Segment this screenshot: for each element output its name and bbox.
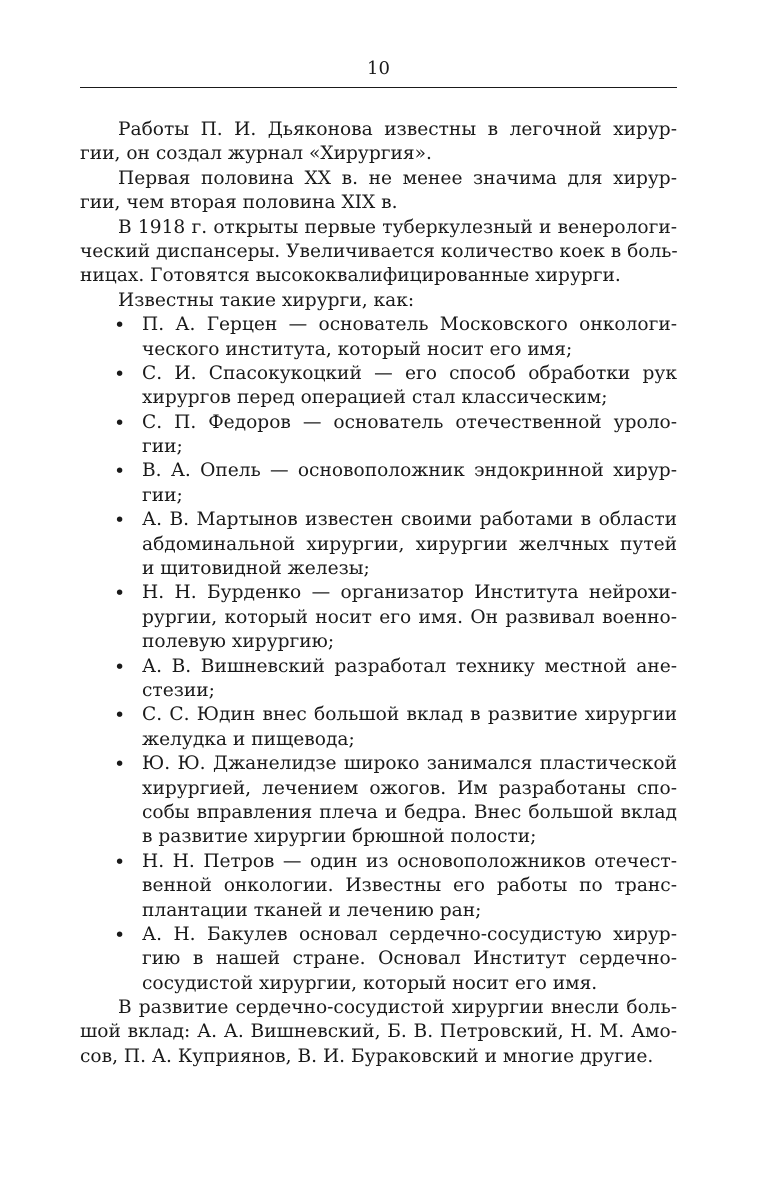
list-item-fedorov [80,411,677,460]
text-line: абдоминальной хирургии, хирургии желчных путей [142,533,677,555]
text-line: гии, он создал журнал «Хирургия». [80,143,432,165]
item-text: С. С. Юдин внес большой вклад в развитие хирургии [142,704,677,726]
text-line: гию в нашей стране. Основал Институт сердечно- [142,948,677,970]
surgeons-list [80,313,677,996]
list-item-dzhanelidze [80,752,677,850]
list-item-yudin [80,703,677,752]
paragraph-list-intro [80,289,677,313]
text-line: сов, П. А. Куприянов, В. И. Бураковский и многие другие. [80,1045,654,1067]
text-line: ческий диспансеры. Увеличивается количество коек в боль- [80,240,678,262]
page-number: 10 [367,58,390,79]
item-text: А. Н. Бакулев основал сердечно-сосудистую хирур- [142,923,677,945]
text-line [80,752,677,776]
bullet-marker: • [114,850,126,873]
text-line [80,923,677,947]
text-line [80,459,677,483]
item-text: Н. Н. Петров — один из основоположников отечест- [142,850,677,872]
text-line: и щитовидной железы; [142,558,370,580]
bullet-marker: • [114,753,126,776]
list-item-bakulev [80,923,677,996]
text-line: хирургов перед операцией стал классическим; [142,387,608,409]
bullet-marker: • [114,362,126,385]
list-item-opel [80,459,677,508]
list-item-martynov [80,508,677,581]
text-line [80,313,677,337]
page-body [80,118,677,1069]
text-line: собы вправления плеча и бедра. Внес большой вклад [142,801,677,823]
item-text: С. П. Федоров — основатель отечественной уроло- [142,411,677,433]
text-line: Известны такие хирурги, как: [118,289,415,311]
text-line: гии, чем вторая половина XIX в. [80,192,398,214]
list-item-gertsen [80,313,677,362]
text-line: гии; [142,436,183,458]
item-text: А. В. Вишневский разработал технику местной ане- [142,655,677,677]
paragraph-closing [80,996,677,1069]
bullet-marker: • [114,704,126,727]
bullet-marker: • [114,923,126,946]
item-text: П. А. Герцен — основатель Московского онкологи- [142,314,677,336]
bullet-marker: • [114,460,126,483]
bullet-marker: • [114,509,126,532]
bullet-marker: • [114,655,126,678]
text-line: шой вклад: А. А. Вишневский, Б. В. Петровский, Н. М. Амо- [80,1021,677,1043]
text-line: гии; [142,484,183,506]
text-line: плантации тканей и лечению ран; [142,899,482,921]
text-line: венной онкологии. Известны его работы по транс- [142,875,677,897]
paragraph-1918 [80,216,677,289]
text-line: в развитие хирургии брюшной полости; [142,826,537,848]
text-line [80,850,677,874]
text-line: желудка и пищевода; [142,728,355,750]
list-item-burdenko [80,581,677,654]
item-text: А. В. Мартынов известен своими работами в области [142,509,677,531]
text-line: Первая половина XX в. не менее значима для хирур- [118,167,677,189]
text-line: сосудистой хирургии, который носит его имя. [142,972,598,994]
header-rule [80,87,677,88]
bullet-marker: • [114,411,126,434]
paragraph-dyakonov [80,118,677,167]
text-line: стезии; [142,679,215,701]
text-line [80,508,677,532]
item-text: В. А. Опель — основоположник эндокринной хирур- [142,460,677,482]
text-line [80,581,677,605]
list-item-vishnevsky [80,655,677,704]
text-line: В развитие сердечно-сосудистой хирургии внесли боль- [118,997,677,1019]
text-line [80,362,677,386]
text-line: Работы П. И. Дьяконова известны в легочной хирур- [118,119,677,140]
item-text: С. И. Спасокукоцкий — его способ обработки рук [142,362,677,384]
text-line [80,411,677,435]
text-line: ницах. Готовятся высококвалифицированные хирурги. [80,265,621,287]
text-line: В 1918 г. открыты первые туберкулезный и венерологи- [118,216,677,238]
list-item-petrov [80,850,677,923]
bullet-marker: • [114,314,126,337]
item-text: Н. Н. Бурденко — организатор Института нейрохи- [142,582,677,604]
bullet-marker: • [114,582,126,605]
text-line [80,703,677,727]
paragraph-first-half-20th-century [80,167,677,216]
text-line [80,655,677,679]
text-line: хирургией, лечением ожогов. Им разработаны спо- [142,777,677,799]
text-line: полевую хирургию; [142,631,335,653]
list-item-spasokukotsky [80,362,677,411]
text-line: ческого института, который носит его имя; [142,338,573,360]
text-line: рургии, который носит его имя. Он развивал военно- [142,606,677,628]
item-text: Ю. Ю. Джанелидзе широко занимался пластической [142,753,677,775]
